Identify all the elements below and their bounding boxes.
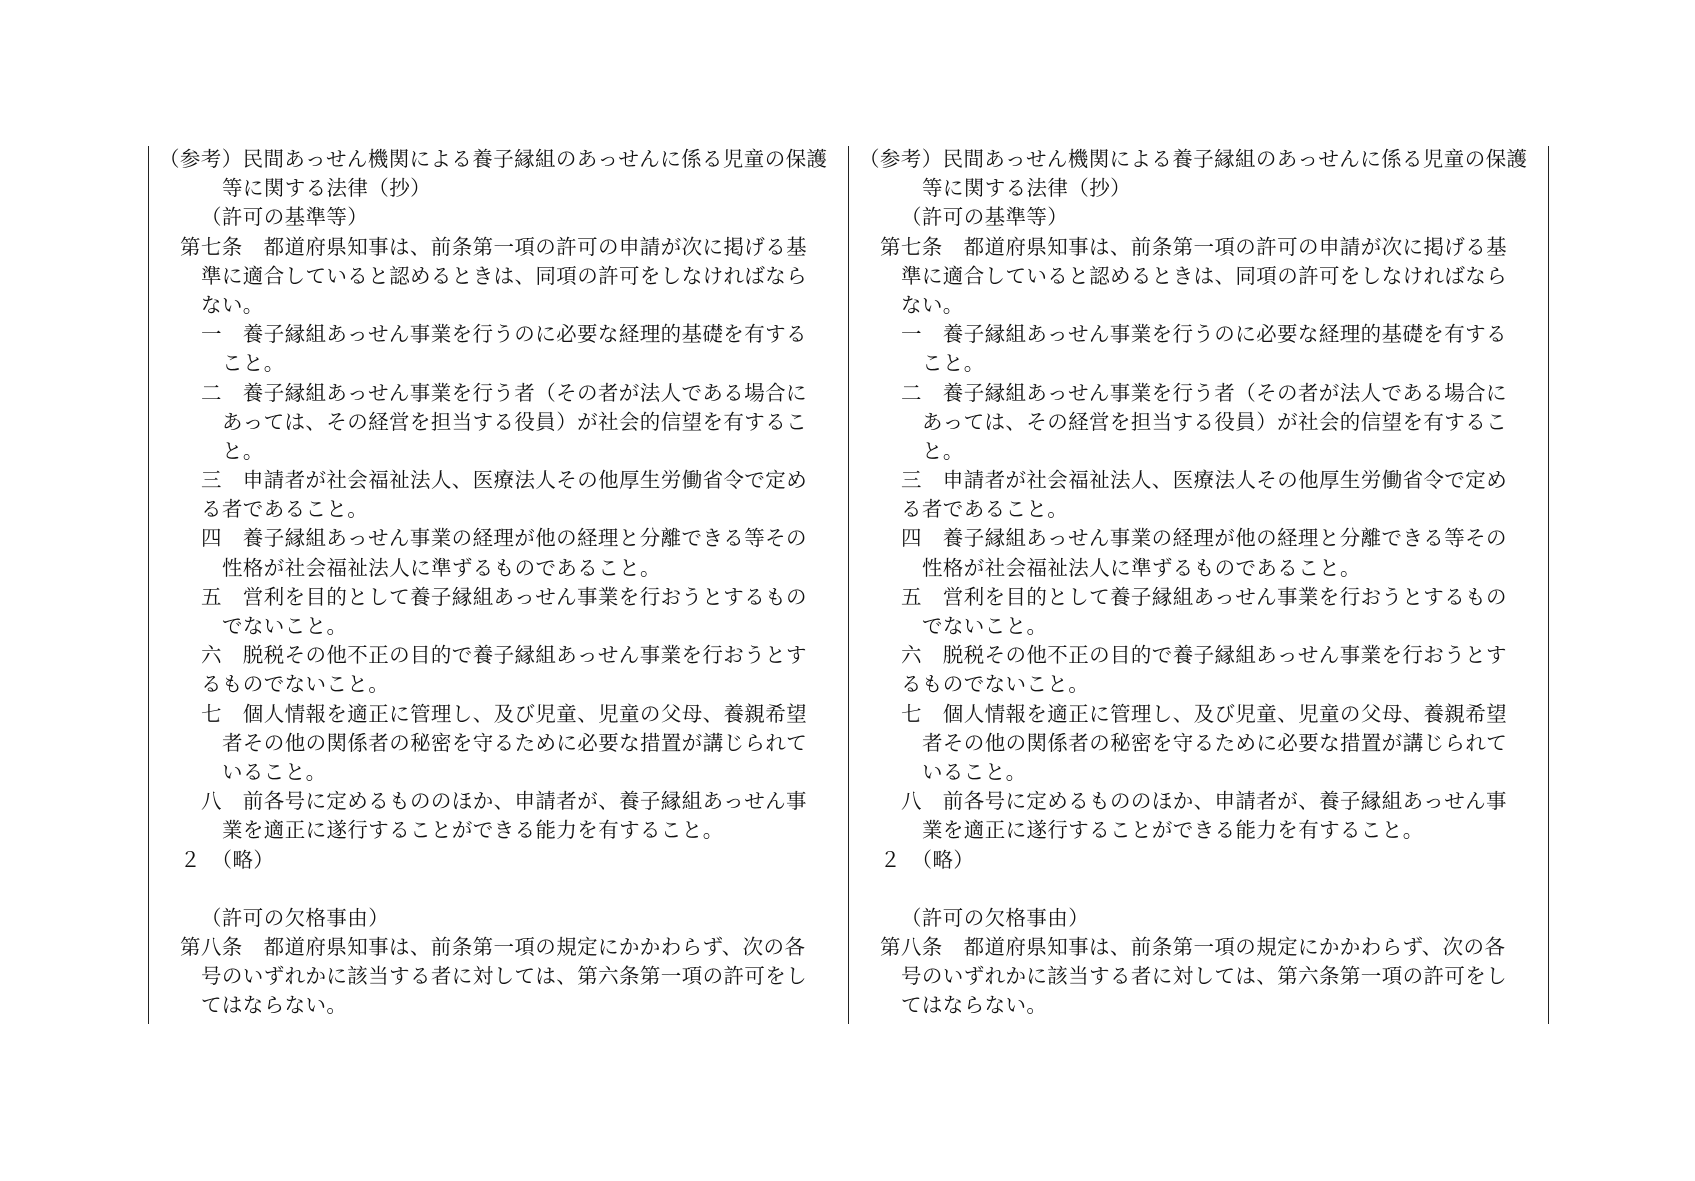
- text-line: 第七条 都道府県知事は、前条第一項の許可の申請が次に掲げる基: [180, 234, 807, 259]
- text-line: ない。: [201, 292, 264, 317]
- text-line: でないこと。: [222, 614, 348, 638]
- text-line: と。: [922, 438, 964, 463]
- text-line: 七 個人情報を適正に管理し、及び児童、児童の父母、養親希望: [901, 701, 1508, 726]
- text-line: る者であること。: [201, 497, 369, 522]
- text-line: あっては、その経営を担当する役員）が社会的信望を有するこ: [922, 409, 1507, 434]
- text-line: てはならない。: [201, 993, 348, 1018]
- text-line: 三 申請者が社会福祉法人、医療法人その他厚生労働省令で定め: [201, 468, 808, 493]
- text-line: 三 申請者が社会福祉法人、医療法人その他厚生労働省令で定め: [901, 468, 1508, 493]
- text-line: 等に関する法律（抄）: [222, 176, 431, 201]
- text-line: ２ （略）: [880, 847, 975, 872]
- right-column-text: [859, 145, 1549, 1021]
- text-line: いること。: [922, 759, 1027, 784]
- text-line: 号のいずれかに該当する者に対しては、第六条第一項の許可をし: [901, 964, 1508, 989]
- text-line: ２ （略）: [180, 847, 275, 872]
- text-line: あっては、その経営を担当する役員）が社会的信望を有するこ: [222, 409, 807, 434]
- text-line: るものでないこと。: [901, 672, 1090, 697]
- text-line: でないこと。: [922, 614, 1048, 638]
- text-line: 性格が社会福祉法人に準ずるものであること。: [222, 555, 661, 580]
- text-line: こと。: [222, 351, 285, 376]
- text-line: る者であること。: [901, 497, 1069, 522]
- text-line: 四 養子縁組あっせん事業の経理が他の経理と分離できる等その: [901, 526, 1507, 551]
- text-line: 六 脱税その他不正の目的で養子縁組あっせん事業を行おうとす: [901, 643, 1507, 668]
- text-line: 準に適合していると認めるときは、同項の許可をしなければなら: [201, 263, 808, 288]
- text-line: 準に適合していると認めるときは、同項の許可をしなければなら: [901, 263, 1508, 288]
- text-line: 一 養子縁組あっせん事業を行うのに必要な経理的基礎を有する: [201, 322, 807, 347]
- text-line: 四 養子縁組あっせん事業の経理が他の経理と分離できる等その: [201, 526, 807, 551]
- text-line: （許可の欠格事由）: [201, 905, 390, 930]
- text-line: いること。: [222, 759, 327, 784]
- text-line: 等に関する法律（抄）: [922, 176, 1131, 201]
- text-line: （許可の欠格事由）: [901, 905, 1090, 930]
- text-line: 八 前各号に定めるもののほか、申請者が、養子縁組あっせん事: [901, 789, 1507, 814]
- text-line: 者その他の関係者の秘密を守るために必要な措置が講じられて: [222, 730, 808, 755]
- text-line: 五 営利を目的として養子縁組あっせん事業を行おうとするもの: [201, 584, 807, 609]
- text-line: 七 個人情報を適正に管理し、及び児童、児童の父母、養親希望: [201, 701, 808, 726]
- text-line: （参考）民間あっせん機関による養子縁組のあっせんに係る児童の保護: [159, 147, 828, 171]
- text-line: 者その他の関係者の秘密を守るために必要な措置が講じられて: [922, 730, 1508, 755]
- text-line: 八 前各号に定めるもののほか、申請者が、養子縁組あっせん事: [201, 789, 807, 814]
- text-line: と。: [222, 438, 264, 463]
- text-line: てはならない。: [901, 993, 1048, 1018]
- text-line: 業を適正に遂行することができる能力を有すること。: [222, 818, 724, 843]
- text-line: 第八条 都道府県知事は、前条第一項の規定にかかわらず、次の各: [180, 935, 806, 960]
- text-line: 第八条 都道府県知事は、前条第一項の規定にかかわらず、次の各: [880, 935, 1506, 960]
- left-border-line: [148, 146, 149, 1024]
- text-line: （参考）民間あっせん機関による養子縁組のあっせんに係る児童の保護: [859, 147, 1528, 171]
- text-line: 第七条 都道府県知事は、前条第一項の許可の申請が次に掲げる基: [880, 234, 1507, 259]
- text-line: （許可の基準等）: [901, 205, 1069, 230]
- text-line: 業を適正に遂行することができる能力を有すること。: [922, 818, 1424, 843]
- left-column-text: [159, 145, 849, 1021]
- text-line: こと。: [922, 351, 985, 376]
- blank-line: [159, 875, 849, 904]
- text-line: るものでないこと。: [201, 672, 390, 697]
- text-line: 六 脱税その他不正の目的で養子縁組あっせん事業を行おうとす: [201, 643, 807, 668]
- text-line: 号のいずれかに該当する者に対しては、第六条第一項の許可をし: [201, 964, 808, 989]
- text-line: 二 養子縁組あっせん事業を行う者（その者が法人である場合に: [201, 380, 807, 405]
- text-line: 性格が社会福祉法人に準ずるものであること。: [922, 555, 1361, 580]
- text-line: 二 養子縁組あっせん事業を行う者（その者が法人である場合に: [901, 380, 1507, 405]
- text-line: ない。: [901, 292, 964, 317]
- text-line: 五 営利を目的として養子縁組あっせん事業を行おうとするもの: [901, 584, 1507, 609]
- text-line: 一 養子縁組あっせん事業を行うのに必要な経理的基礎を有する: [901, 322, 1507, 347]
- text-line: （許可の基準等）: [201, 205, 369, 230]
- blank-line: [859, 875, 1549, 904]
